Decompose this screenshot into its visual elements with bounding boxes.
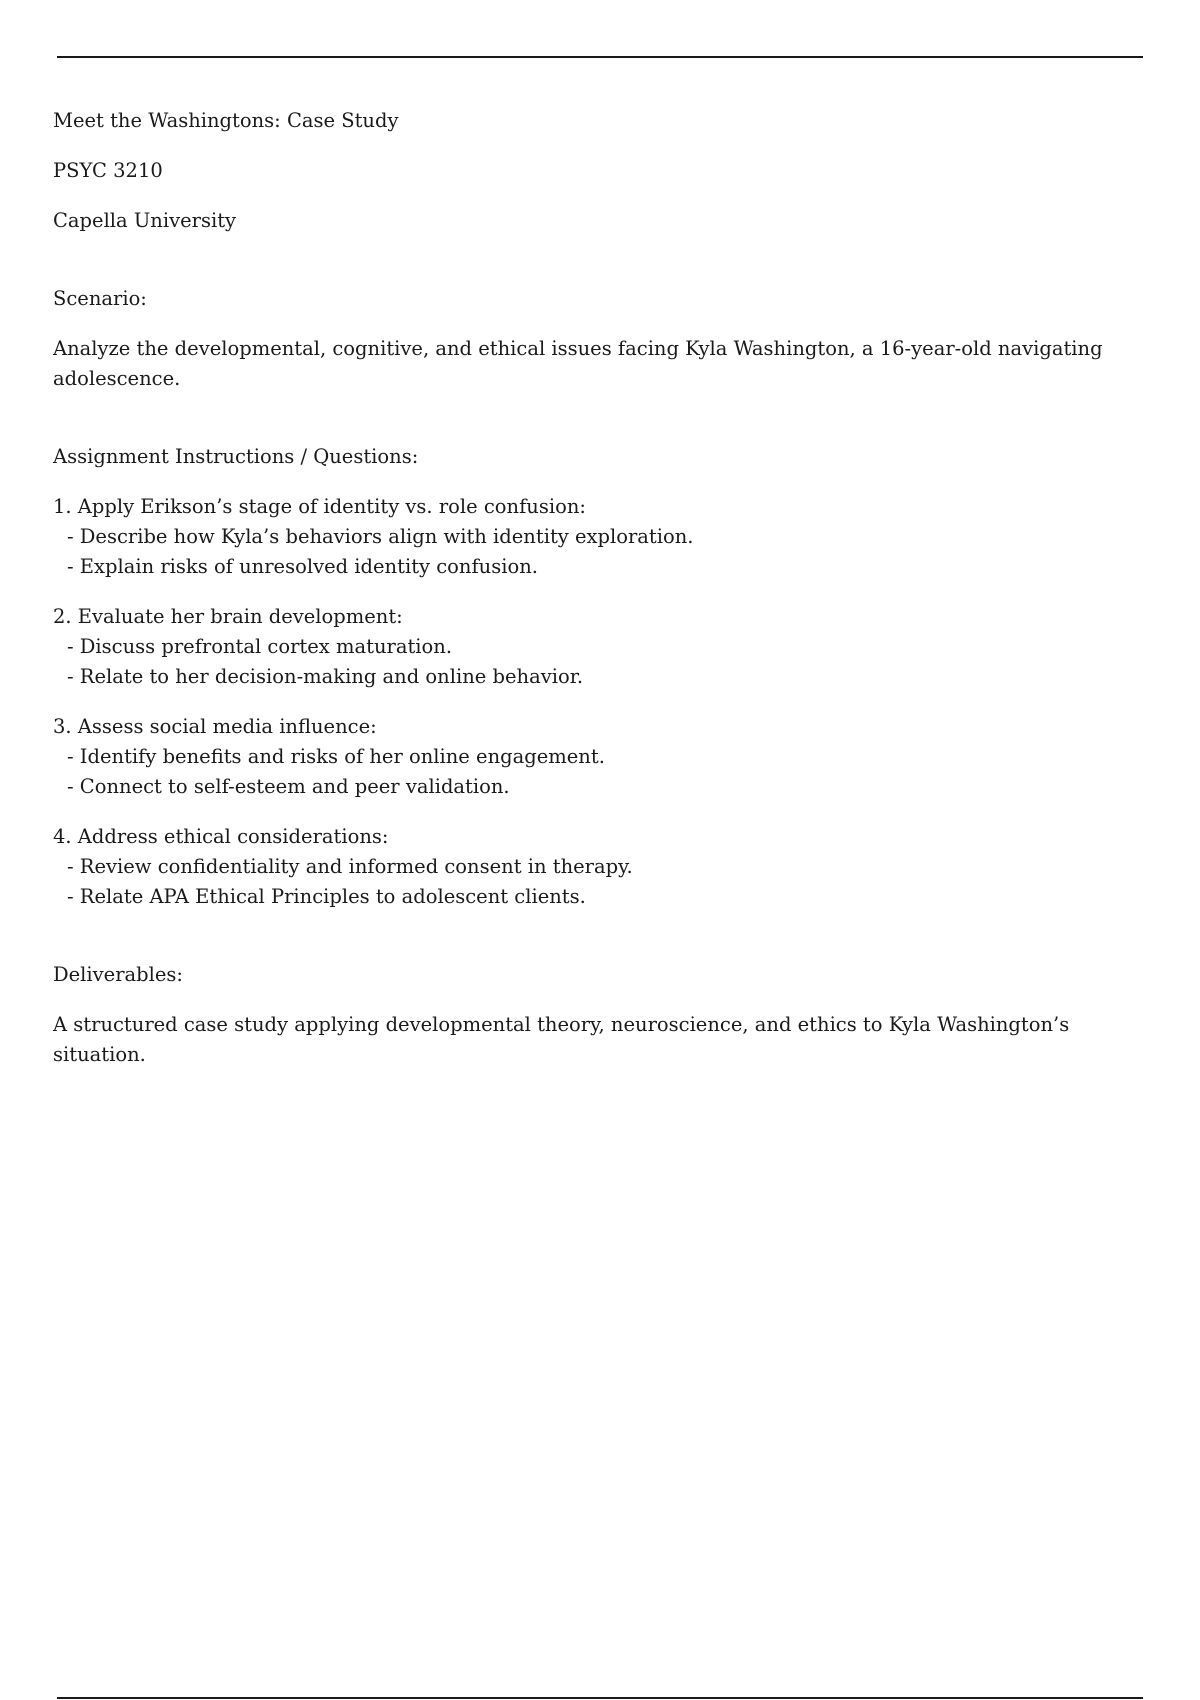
question-title: 2. Evaluate her brain development: xyxy=(53,605,403,628)
question-bullet: - Identify benefits and risks of her online engagement. xyxy=(67,745,605,768)
question-bullet: - Describe how Kyla’s behaviors align with identity exploration. xyxy=(67,525,694,548)
course-code: PSYC 3210 xyxy=(53,159,163,182)
question-3 xyxy=(53,712,1113,802)
deliverables-text: A structured case study applying developmental theory, neuroscience, and ethics to Kyla Washington’s situation. xyxy=(53,1013,1070,1066)
question-bullet: - Review confidentiality and informed consent in therapy. xyxy=(67,855,633,878)
document-body xyxy=(53,106,1113,1070)
question-title: 3. Assess social media influence: xyxy=(53,715,377,738)
question-4 xyxy=(53,822,1113,912)
top-divider xyxy=(57,56,1143,58)
question-bullet: - Connect to self-esteem and peer validation. xyxy=(67,775,510,798)
question-bullet: - Relate to her decision-making and online behavior. xyxy=(67,665,584,688)
institution-name: Capella University xyxy=(53,209,237,232)
instructions-heading: Assignment Instructions / Questions: xyxy=(53,445,419,468)
question-2 xyxy=(53,602,1113,692)
scenario-text: Analyze the developmental, cognitive, and ethical issues facing Kyla Washington, a 16-year-old navigating adolescence. xyxy=(53,337,1103,390)
bottom-divider xyxy=(57,1697,1143,1699)
question-bullet: - Explain risks of unresolved identity confusion. xyxy=(67,555,538,578)
question-title: 4. Address ethical considerations: xyxy=(53,825,389,848)
question-title: 1. Apply Erikson’s stage of identity vs. role confusion: xyxy=(53,495,586,518)
question-bullet: - Discuss prefrontal cortex maturation. xyxy=(67,635,453,658)
scenario-heading: Scenario: xyxy=(53,287,147,310)
question-bullet: - Relate APA Ethical Principles to adolescent clients. xyxy=(67,885,586,908)
question-1 xyxy=(53,492,1113,582)
document-title: Meet the Washingtons: Case Study xyxy=(53,109,399,132)
deliverables-heading: Deliverables: xyxy=(53,963,183,986)
